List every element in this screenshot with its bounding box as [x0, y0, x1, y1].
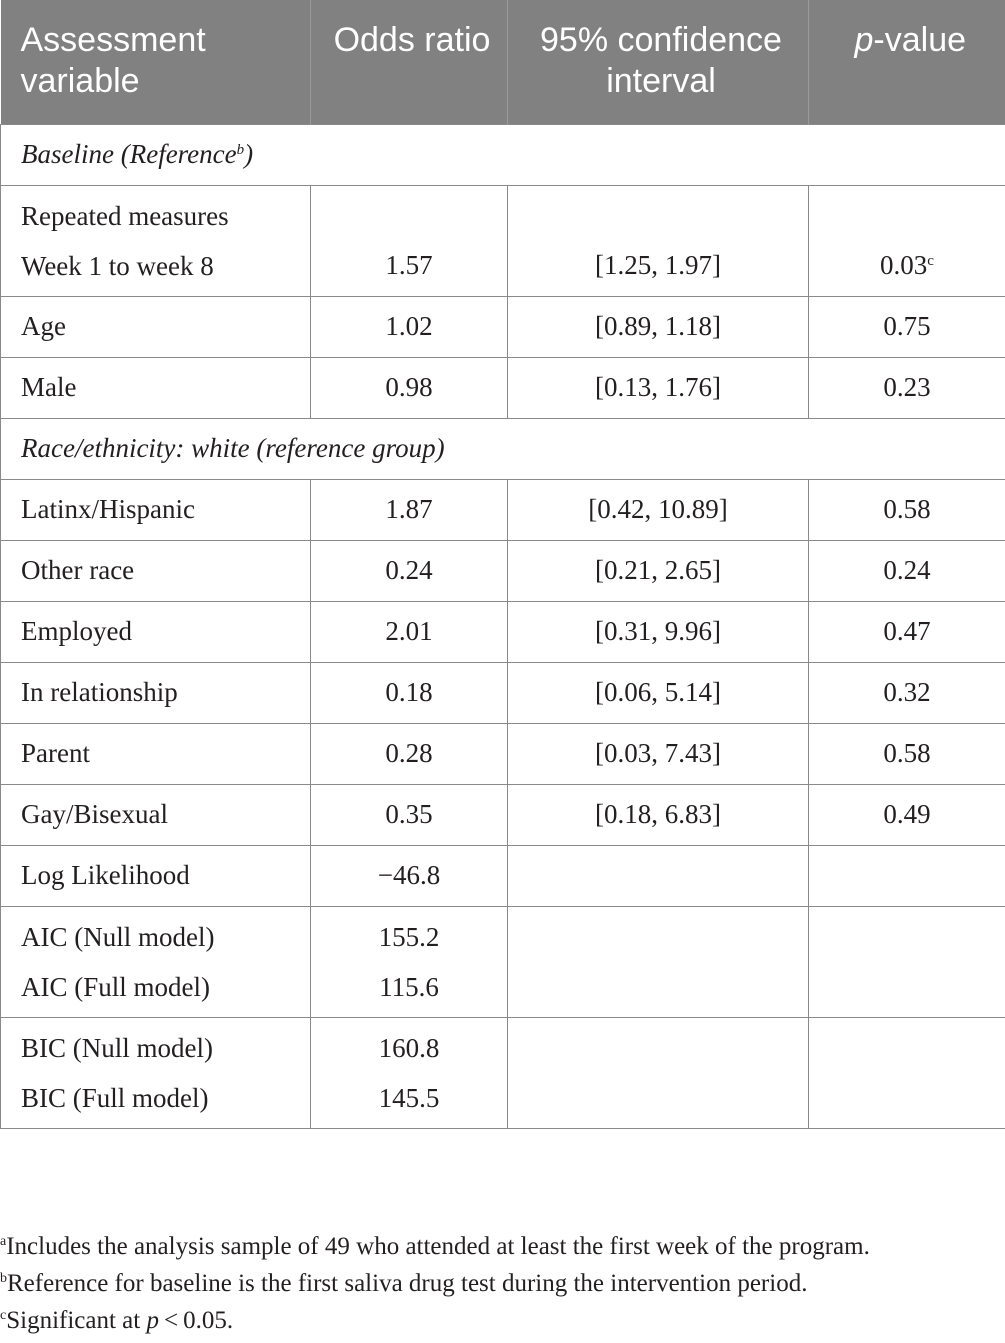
section-row-race — [1, 418, 1005, 479]
cell-empty — [508, 906, 809, 1017]
cell-confidence-interval: [0.03, 7.43] — [508, 723, 809, 784]
cell-empty — [809, 906, 1005, 1017]
cell-variable: BIC (Null model) BIC (Full model) — [1, 1017, 311, 1128]
cell-p-value: 0.47 — [809, 601, 1005, 662]
cell-confidence-interval: [0.31, 9.96] — [508, 601, 809, 662]
cell-empty — [809, 845, 1005, 906]
cell-odds-ratio: 1.02 — [311, 296, 508, 357]
cell-p-value: 0.23 — [809, 357, 1005, 418]
cell-confidence-interval: [1.25, 1.97] — [508, 185, 809, 296]
table-row — [1, 540, 1005, 601]
section-label-race: Race/ethnicity: white (reference group) — [1, 418, 1005, 479]
footnote-a: $^a$Includes the analysis sample of 49 who attended at least the first week of the program. — [0, 1233, 870, 1260]
cell-variable: Parent — [1, 723, 311, 784]
section-row-baseline — [1, 124, 1005, 185]
cell-variable: Male — [1, 357, 311, 418]
cell-odds-ratio: 0.18 — [311, 662, 508, 723]
footnote-b: $^b$Reference for baseline is the first saliva drug test during the intervention period. — [0, 1270, 808, 1297]
cell-odds-ratio: 0.98 — [311, 357, 508, 418]
table-row — [1, 723, 1005, 784]
cell-confidence-interval: [0.89, 1.18] — [508, 296, 809, 357]
cell-variable: Repeated measures Week 1 to week 8 — [1, 185, 311, 296]
table-row-repeated-measures — [1, 185, 1005, 296]
cell-p-value: 0.32 — [809, 662, 1005, 723]
cell-variable: AIC (Null model) AIC (Full model) — [1, 906, 311, 1017]
cell-variable: Gay/Bisexual — [1, 784, 311, 845]
cell-confidence-interval: [0.13, 1.76] — [508, 357, 809, 418]
cell-p-value: 0.49 — [809, 784, 1005, 845]
table-row-bic — [1, 1017, 1005, 1128]
cell-odds-ratio: 0.35 — [311, 784, 508, 845]
cell-variable: Log Likelihood — [1, 845, 311, 906]
cell-p-value: 0.24 — [809, 540, 1005, 601]
cell-odds-ratio: −46.8 — [311, 845, 508, 906]
cell-odds-ratio: 2.01 — [311, 601, 508, 662]
table-row — [1, 357, 1005, 418]
cell-empty — [508, 845, 809, 906]
footnote-c: $^c$Significant at p < 0.05. — [0, 1307, 234, 1334]
cell-variable: Latinx/Hispanic — [1, 479, 311, 540]
cell-odds-ratio: 0.24 — [311, 540, 508, 601]
table-footnotes — [0, 1228, 1005, 1339]
cell-p-value: 0.58 — [809, 479, 1005, 540]
table-header — [1, 0, 1005, 124]
cell-odds-ratio: 160.8 145.5 — [311, 1017, 508, 1128]
cell-odds-ratio: 155.2 115.6 — [311, 906, 508, 1017]
cell-p-value: 0.58 — [809, 723, 1005, 784]
table-row — [1, 479, 1005, 540]
cell-p-value: 0.75 — [809, 296, 1005, 357]
cell-empty — [508, 1017, 809, 1128]
cell-confidence-interval: [0.06, 5.14] — [508, 662, 809, 723]
cell-variable: Other race — [1, 540, 311, 601]
cell-confidence-interval: [0.21, 2.65] — [508, 540, 809, 601]
header-odds-ratio: Odds ratio — [311, 0, 508, 124]
table-row-log-likelihood — [1, 845, 1005, 906]
table-row — [1, 784, 1005, 845]
section-label-baseline: Baseline (Reference$^b$) — [1, 124, 1005, 185]
cell-p-value: 0.03$^c$ — [809, 185, 1005, 296]
cell-confidence-interval: [0.42, 10.89] — [508, 479, 809, 540]
table-row — [1, 662, 1005, 723]
cell-odds-ratio: 1.57 — [311, 185, 508, 296]
cell-empty — [809, 1017, 1005, 1128]
cell-confidence-interval: [0.18, 6.83] — [508, 784, 809, 845]
cell-variable: Employed — [1, 601, 311, 662]
cell-variable: In relationship — [1, 662, 311, 723]
cell-odds-ratio: 0.28 — [311, 723, 508, 784]
cell-odds-ratio: 1.87 — [311, 479, 508, 540]
header-assessment-variable: Assessment variable — [1, 0, 311, 124]
table-row-aic — [1, 906, 1005, 1017]
header-p-value: p-value — [809, 0, 1005, 124]
table-row — [1, 296, 1005, 357]
table-row — [1, 601, 1005, 662]
cell-variable: Age — [1, 296, 311, 357]
header-confidence-interval: 95% confidence interval — [508, 0, 809, 124]
